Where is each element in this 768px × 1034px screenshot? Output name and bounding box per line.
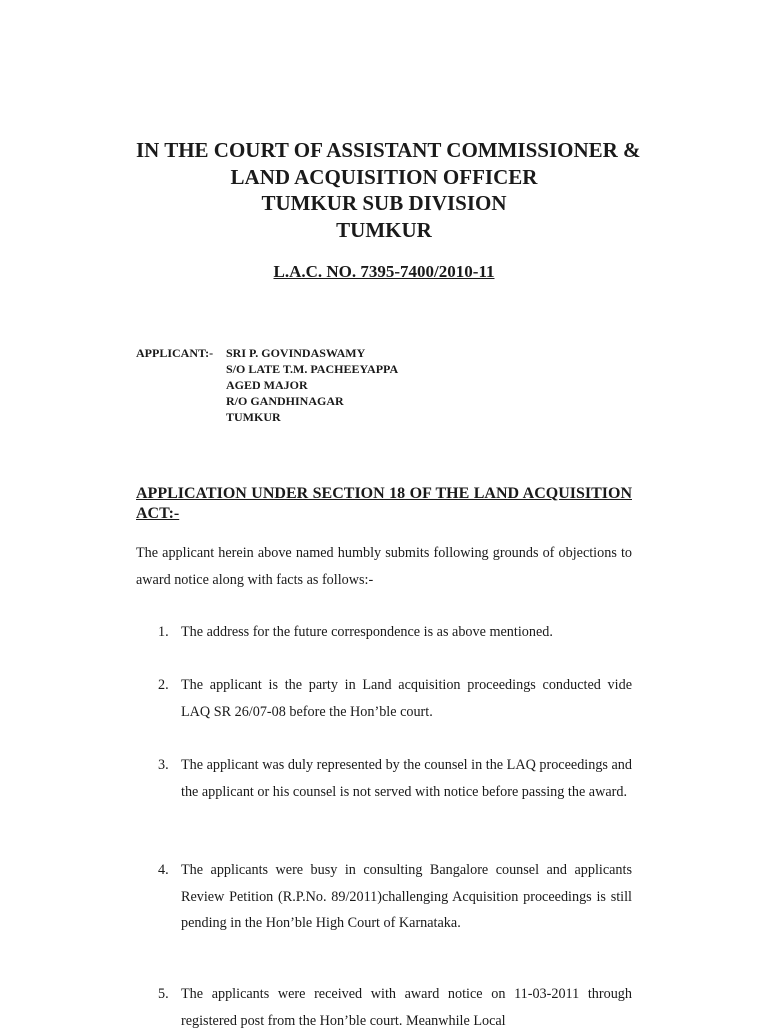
ground-item-2 — [136, 672, 632, 725]
ground-item-3 — [136, 752, 632, 805]
ground-number: 3. — [158, 757, 169, 773]
applicant-name: SRI P. GOVINDASWAMY — [226, 346, 366, 360]
court-heading-line-4: TUMKUR — [336, 217, 432, 242]
applicant-name-row — [136, 345, 632, 361]
ground-text: The address for the future correspondence is as above mentioned. — [181, 624, 553, 640]
court-heading-line-1: IN THE COURT OF ASSISTANT COMMISSIONER & — [136, 138, 641, 162]
applicant-age: AGED MAJOR — [226, 378, 308, 392]
applicant-block — [136, 345, 632, 425]
applicant-label: APPLICANT:- — [136, 346, 214, 360]
applicant-relation: S/O LATE T.M. PACHEEYAPPA — [226, 362, 399, 376]
section-heading: APPLICATION UNDER SECTION 18 OF THE LAND ACQUISITION ACT:- — [136, 485, 632, 522]
applicant-residence: R/O GANDHINAGAR — [226, 394, 344, 408]
ground-number: 2. — [158, 677, 169, 693]
ground-text: The applicant was duly represented by the counsel in the LAQ proceedings and the applicant or his counsel is not served with notice before passing the award. — [181, 757, 632, 800]
ground-item-4 — [136, 857, 632, 937]
ground-item-1 — [136, 619, 632, 646]
court-heading-line-3: TUMKUR SUB DIVISION — [261, 191, 507, 215]
court-heading-line-2: LAND ACQUISITION OFFICER — [230, 164, 538, 189]
ground-number: 4. — [158, 862, 169, 878]
court-heading — [136, 137, 641, 243]
ground-item-5 — [136, 981, 632, 1034]
applicant-city: TUMKUR — [226, 410, 281, 424]
ground-text: The applicants were received with award notice on 11-03-2011 through registered post from the Hon’ble court. Meanwhile Local — [181, 986, 632, 1029]
ground-number: 5. — [158, 986, 169, 1002]
ground-text: The applicants were busy in consulting Bangalore counsel and applicants Review Petition (R.P.No. 89/2011)challenging Acquisition proceedings is still pending in the Hon’ble High Court of Karnataka. — [181, 862, 632, 931]
ground-number: 1. — [158, 624, 169, 640]
lac-number: L.A.C. NO. 7395-7400/2010-11 — [273, 262, 495, 281]
ground-text: The applicant is the party in Land acquisition proceedings conducted vide LAQ SR 26/07-08 before the Hon’ble court. — [181, 677, 632, 720]
document-page — [136, 0, 641, 1029]
intro-paragraph: The applicant herein above named humbly submits following grounds of objections to award notice along with facts as follows:- — [136, 545, 632, 588]
